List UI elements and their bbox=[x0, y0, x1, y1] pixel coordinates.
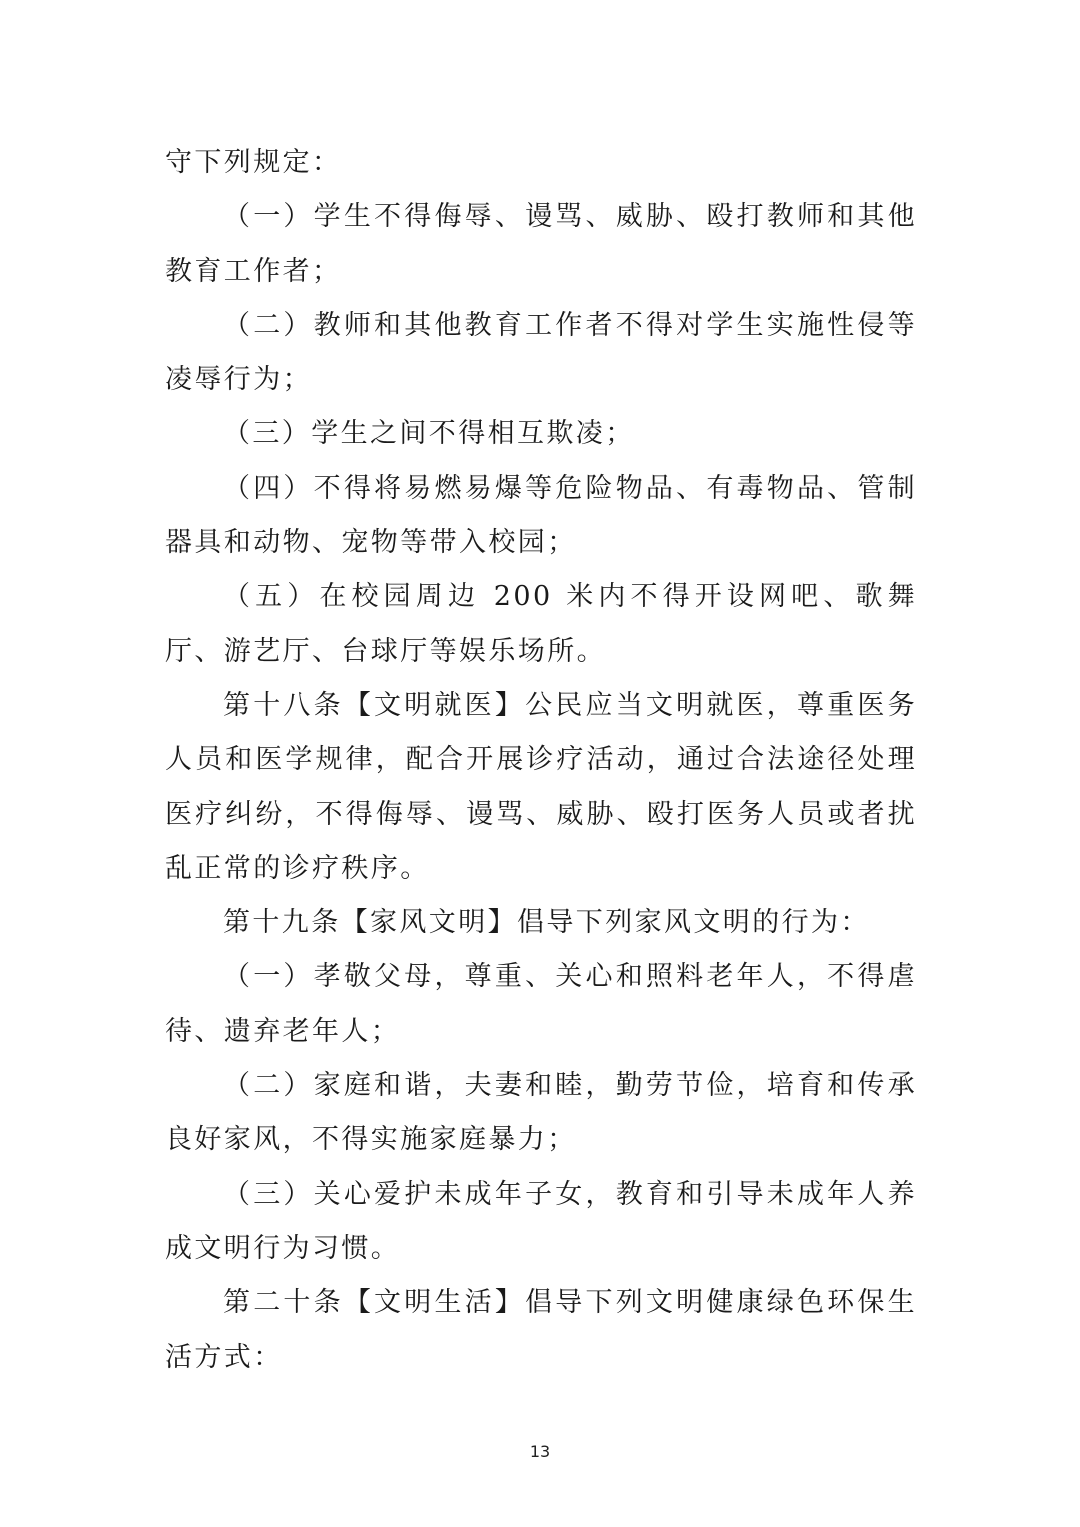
body-text bbox=[165, 136, 917, 1385]
paragraph: （二）教师和其他教育工作者不得对学生实施性侵等凌辱行为； bbox=[165, 309, 917, 396]
paragraph: （三）关心爱护未成年子女，教育和引导未成年人养成文明行为习惯。 bbox=[165, 1178, 917, 1264]
article-paragraph: 第十八条【文明就医】公民应当文明就医，尊重医务人员和医学规律，配合开展诊疗活动，通过合法途径处理医疗纠纷，不得侮辱、谩骂、威胁、殴打医务人员或者扰乱正常的诊疗秩序。 bbox=[165, 689, 917, 884]
paragraph: （四）不得将易燃易爆等危险物品、有毒物品、管制器具和动物、宠物等带入校园； bbox=[165, 472, 917, 559]
paragraph: （二）家庭和谐，夫妻和睦，勤劳节俭，培育和传承良好家风，不得实施家庭暴力； bbox=[165, 1070, 917, 1156]
paragraph: （五）在校园周边 200 米内不得开设网吧、歌舞厅、游艺厅、台球厅等娱乐场所。 bbox=[165, 581, 917, 667]
paragraph: （一）学生不得侮辱、谩骂、威胁、殴打教师和其他教育工作者； bbox=[165, 201, 917, 287]
article-paragraph: 第二十条【文明生活】倡导下列文明健康绿色环保生活方式： bbox=[165, 1287, 917, 1373]
paragraph: （三）学生之间不得相互欺凌； bbox=[223, 418, 635, 450]
paragraph: （一）孝敬父母，尊重、关心和照料老年人，不得虐待、遗弃老年人； bbox=[165, 961, 917, 1047]
paragraph: 守下列规定： bbox=[165, 147, 342, 178]
article-paragraph: 第十九条【家风文明】倡导下列家风文明的行为： bbox=[223, 907, 870, 939]
page-number: 13 bbox=[529, 1442, 551, 1461]
